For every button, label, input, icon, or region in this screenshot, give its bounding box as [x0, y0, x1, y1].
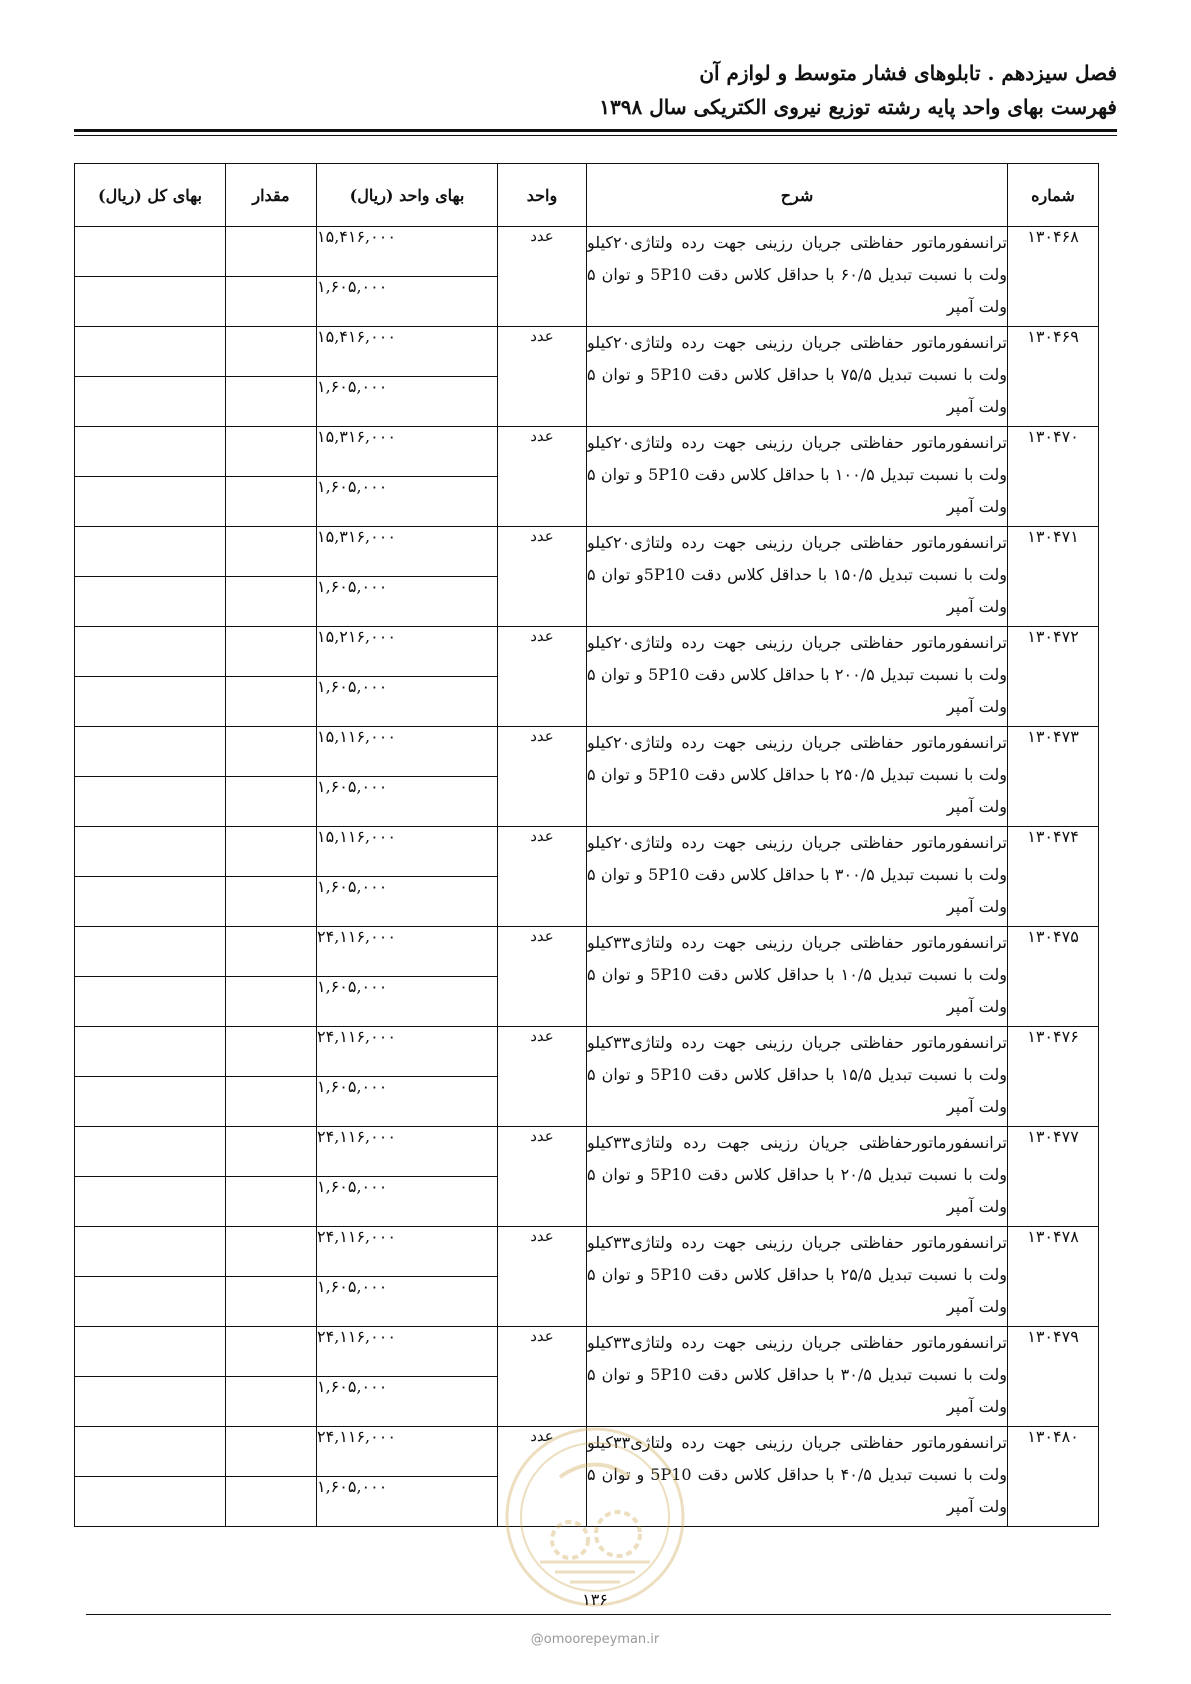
item-number: ۱۳۰۴۷۸	[1008, 1227, 1099, 1327]
header-description: شرح	[587, 164, 1008, 227]
item-quantity	[226, 1377, 317, 1427]
item-description: ترانسفورماتور حفاظتی جریان رزینی جهت رده ولتاژی۲۰کیلو ولت با نسبت تبدیل ۳۰۰/۵ با حداقل کلاس دقت 5P10 و توان ۵ ولت آمپر	[587, 827, 1008, 927]
item-unit-price: ۱,۶۰۵,۰۰۰	[317, 477, 498, 527]
item-quantity	[226, 477, 317, 527]
item-total	[75, 527, 226, 577]
item-unit: عدد	[498, 327, 587, 427]
item-unit-price: ۱,۶۰۵,۰۰۰	[317, 1477, 498, 1527]
item-quantity	[226, 427, 317, 477]
item-description: ترانسفورماتور حفاظتی جریان رزینی جهت رده ولتاژی۳۳کیلو ولت با نسبت تبدیل ۱۰/۵ با حداقل کلاس دقت 5P10 و توان ۵ ولت آمپر	[587, 927, 1008, 1027]
item-unit: عدد	[498, 1127, 587, 1227]
table-row	[75, 827, 1099, 877]
table-header-row	[75, 164, 1099, 227]
item-description: ترانسفورماتور حفاظتی جریان رزینی جهت رده ولتاژی۳۳کیلو ولت با نسبت تبدیل ۳۰/۵ با حداقل کلاس دقت 5P10 و توان ۵ ولت آمپر	[587, 1327, 1008, 1427]
item-description: ترانسفورماتور حفاظتی جریان رزینی جهت رده ولتاژی۲۰کیلو ولت با نسبت تبدیل ۱۰۰/۵ با حداقل کلاس دقت 5P10 و توان ۵ ولت آمپر	[587, 427, 1008, 527]
chapter-title: فصل سیزدهم . تابلوهای فشار متوسط و لوازم آن	[699, 61, 1117, 85]
item-quantity	[226, 877, 317, 927]
item-number: ۱۳۰۴۷۷	[1008, 1127, 1099, 1227]
item-total	[75, 377, 226, 427]
item-unit: عدد	[498, 1427, 587, 1527]
item-quantity	[226, 527, 317, 577]
item-description: ترانسفورماتور حفاظتی جریان رزینی جهت رده ولتاژی۳۳کیلو ولت با نسبت تبدیل ۲۵/۵ با حداقل کلاس دقت 5P10 و توان ۵ ولت آمپر	[587, 1227, 1008, 1327]
item-total	[75, 227, 226, 277]
item-total	[75, 827, 226, 877]
item-unit: عدد	[498, 827, 587, 927]
page-header	[599, 56, 1117, 124]
page-number: ۱۳۶	[582, 1590, 608, 1609]
item-total	[75, 1377, 226, 1427]
item-unit: عدد	[498, 627, 587, 727]
table-row	[75, 727, 1099, 777]
item-description: ترانسفورماتور حفاظتی جریان رزینی جهت رده ولتاژی۳۳کیلو ولت با نسبت تبدیل ۴۰/۵ با حداقل کلاس دقت 5P10 و توان ۵ ولت آمپر	[587, 1427, 1008, 1527]
item-total	[75, 1427, 226, 1477]
item-unit-price: ۱۵,۴۱۶,۰۰۰	[317, 327, 498, 377]
item-number: ۱۳۰۴۷۰	[1008, 427, 1099, 527]
item-unit-price: ۱,۶۰۵,۰۰۰	[317, 277, 498, 327]
item-total	[75, 1077, 226, 1127]
table-row	[75, 1427, 1099, 1477]
item-description: ترانسفورماتور حفاظتی جریان رزینی جهت رده ولتاژی۲۰کیلو ولت با نسبت تبدیل ۱۵۰/۵ با حداقل کلاس دقت 5P10و توان ۵ ولت آمپر	[587, 527, 1008, 627]
item-unit-price: ۱۵,۱۱۶,۰۰۰	[317, 827, 498, 877]
table-body	[75, 227, 1099, 1527]
item-number: ۱۳۰۴۷۱	[1008, 527, 1099, 627]
table-row	[75, 927, 1099, 977]
item-quantity	[226, 1177, 317, 1227]
item-total	[75, 327, 226, 377]
item-quantity	[226, 627, 317, 677]
item-total	[75, 1227, 226, 1277]
item-total	[75, 877, 226, 927]
item-quantity	[226, 677, 317, 727]
item-quantity	[226, 1027, 317, 1077]
item-unit-price: ۲۴,۱۱۶,۰۰۰	[317, 1427, 498, 1477]
item-total	[75, 627, 226, 677]
item-unit-price: ۱,۶۰۵,۰۰۰	[317, 1177, 498, 1227]
item-quantity	[226, 277, 317, 327]
item-number: ۱۳۰۴۷۲	[1008, 627, 1099, 727]
item-unit-price: ۱۵,۴۱۶,۰۰۰	[317, 227, 498, 277]
website-watermark: @omoorepeyman.ir	[530, 1632, 660, 1647]
header-quantity: مقدار	[226, 164, 317, 227]
item-quantity	[226, 577, 317, 627]
table-row	[75, 1227, 1099, 1277]
item-unit-price: ۲۴,۱۱۶,۰۰۰	[317, 927, 498, 977]
item-description: ترانسفورماتور حفاظتی جریان رزینی جهت رده ولتاژی۲۰کیلو ولت با نسبت تبدیل ۶۰/۵ با حداقل کلاس دقت 5P10 و توان ۵ ولت آمپر	[587, 227, 1008, 327]
price-table	[74, 163, 1099, 1527]
item-unit-price: ۱۵,۱۱۶,۰۰۰	[317, 727, 498, 777]
table-row	[75, 627, 1099, 677]
item-unit-price: ۱,۶۰۵,۰۰۰	[317, 677, 498, 727]
item-total	[75, 427, 226, 477]
item-quantity	[226, 327, 317, 377]
item-unit: عدد	[498, 1227, 587, 1327]
item-unit-price: ۱۵,۳۱۶,۰۰۰	[317, 427, 498, 477]
footer-rule	[86, 1614, 1111, 1615]
item-total	[75, 727, 226, 777]
item-unit: عدد	[498, 227, 587, 327]
item-unit-price: ۱,۶۰۵,۰۰۰	[317, 1077, 498, 1127]
item-number: ۱۳۰۴۷۹	[1008, 1327, 1099, 1427]
item-quantity	[226, 927, 317, 977]
item-description: ترانسفورماتور حفاظتی جریان رزینی جهت رده ولتاژی۲۰کیلو ولت با نسبت تبدیل ۲۵۰/۵ با حداقل کلاس دقت 5P10 و توان ۵ ولت آمپر	[587, 727, 1008, 827]
item-description: ترانسفورماتور حفاظتی جریان رزینی جهت رده ولتاژی۲۰کیلو ولت با نسبت تبدیل ۲۰۰/۵ با حداقل کلاس دقت 5P10 و توان ۵ ولت آمپر	[587, 627, 1008, 727]
item-quantity	[226, 1327, 317, 1377]
price-list-title: فهرست بهای واحد پایه رشته توزیع نیروی الکتریکی سال ۱۳۹۸	[599, 95, 1117, 119]
header-number: شماره	[1008, 164, 1099, 227]
item-unit-price: ۱,۶۰۵,۰۰۰	[317, 977, 498, 1027]
item-total	[75, 1277, 226, 1327]
header-unit: واحد	[498, 164, 587, 227]
item-number: ۱۳۰۴۸۰	[1008, 1427, 1099, 1527]
item-total	[75, 977, 226, 1027]
item-quantity	[226, 1277, 317, 1327]
item-total	[75, 677, 226, 727]
item-unit: عدد	[498, 427, 587, 527]
item-unit: عدد	[498, 1327, 587, 1427]
item-unit-price: ۲۴,۱۱۶,۰۰۰	[317, 1227, 498, 1277]
header-total-price: بهای کل (ریال)	[75, 164, 226, 227]
item-unit-price: ۱,۶۰۵,۰۰۰	[317, 777, 498, 827]
item-total	[75, 277, 226, 327]
item-unit: عدد	[498, 727, 587, 827]
table-row	[75, 1327, 1099, 1377]
item-unit-price: ۲۴,۱۱۶,۰۰۰	[317, 1127, 498, 1177]
table-row	[75, 1127, 1099, 1177]
item-number: ۱۳۰۴۷۴	[1008, 827, 1099, 927]
table-row	[75, 427, 1099, 477]
table-row	[75, 1027, 1099, 1077]
table-row	[75, 327, 1099, 377]
item-unit-price: ۱,۶۰۵,۰۰۰	[317, 1277, 498, 1327]
item-total	[75, 1177, 226, 1227]
item-unit-price: ۱,۶۰۵,۰۰۰	[317, 377, 498, 427]
item-total	[75, 1327, 226, 1377]
item-quantity	[226, 227, 317, 277]
item-unit-price: ۱۵,۳۱۶,۰۰۰	[317, 527, 498, 577]
item-unit-price: ۱,۶۰۵,۰۰۰	[317, 877, 498, 927]
header-unit-price: بهای واحد (ریال)	[317, 164, 498, 227]
item-description: ترانسفورماتورحفاظتی جریان رزینی جهت رده ولتاژی۳۳کیلو ولت با نسبت تبدیل ۲۰/۵ با حداقل کلاس دقت 5P10 و توان ۵ ولت آمپر	[587, 1127, 1008, 1227]
item-total	[75, 777, 226, 827]
item-description: ترانسفورماتور حفاظتی جریان رزینی جهت رده ولتاژی۳۳کیلو ولت با نسبت تبدیل ۱۵/۵ با حداقل کلاس دقت 5P10 و توان ۵ ولت آمپر	[587, 1027, 1008, 1127]
item-quantity	[226, 827, 317, 877]
item-quantity	[226, 377, 317, 427]
item-number: ۱۳۰۴۶۹	[1008, 327, 1099, 427]
item-quantity	[226, 727, 317, 777]
item-total	[75, 927, 226, 977]
item-quantity	[226, 1427, 317, 1477]
item-total	[75, 1027, 226, 1077]
item-number: ۱۳۰۴۷۵	[1008, 927, 1099, 1027]
item-unit-price: ۲۴,۱۱۶,۰۰۰	[317, 1327, 498, 1377]
item-unit: عدد	[498, 927, 587, 1027]
item-quantity	[226, 1227, 317, 1277]
item-quantity	[226, 777, 317, 827]
item-unit-price: ۱۵,۲۱۶,۰۰۰	[317, 627, 498, 677]
item-quantity	[226, 1477, 317, 1527]
item-total	[75, 1127, 226, 1177]
item-total	[75, 477, 226, 527]
item-description: ترانسفورماتور حفاظتی جریان رزینی جهت رده ولتاژی۲۰کیلو ولت با نسبت تبدیل ۷۵/۵ با حداقل کلاس دقت 5P10 و توان ۵ ولت آمپر	[587, 327, 1008, 427]
item-number: ۱۳۰۴۶۸	[1008, 227, 1099, 327]
table-row	[75, 227, 1099, 277]
item-unit-price: ۲۴,۱۱۶,۰۰۰	[317, 1027, 498, 1077]
header-rule-thin	[74, 135, 1117, 136]
item-total	[75, 577, 226, 627]
item-quantity	[226, 977, 317, 1027]
table-row	[75, 527, 1099, 577]
item-unit: عدد	[498, 527, 587, 627]
item-unit: عدد	[498, 1027, 587, 1127]
item-number: ۱۳۰۴۷۶	[1008, 1027, 1099, 1127]
item-quantity	[226, 1077, 317, 1127]
item-total	[75, 1477, 226, 1527]
header-rule	[74, 129, 1117, 132]
item-unit-price: ۱,۶۰۵,۰۰۰	[317, 1377, 498, 1427]
item-quantity	[226, 1127, 317, 1177]
item-number: ۱۳۰۴۷۳	[1008, 727, 1099, 827]
item-unit-price: ۱,۶۰۵,۰۰۰	[317, 577, 498, 627]
